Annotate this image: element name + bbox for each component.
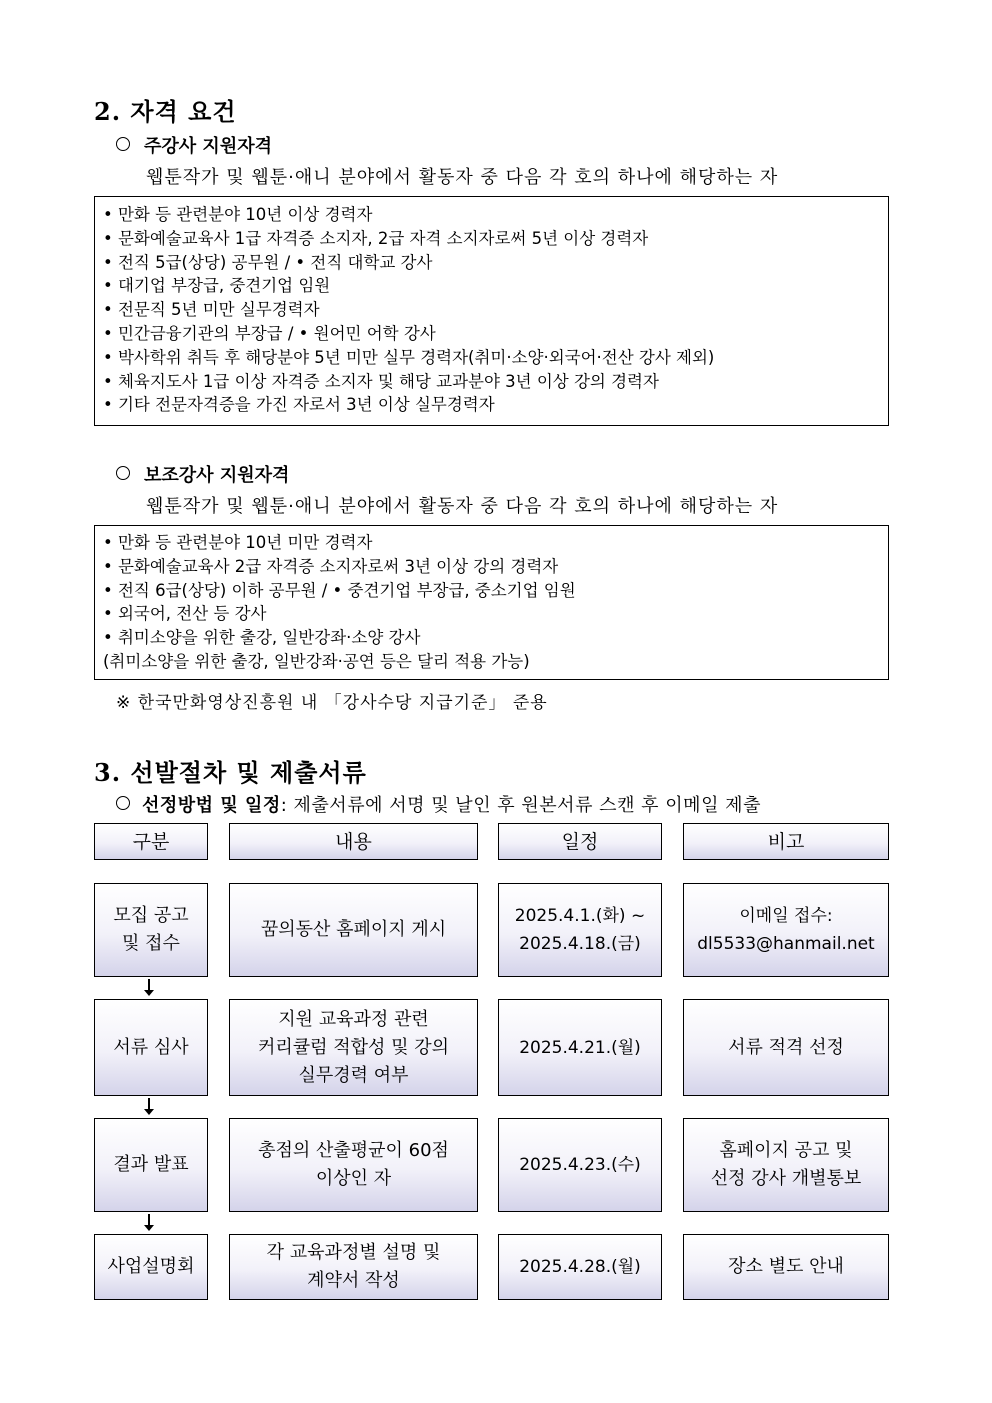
list-item: • 외국어, 전산 등 강사 bbox=[103, 604, 267, 624]
table-row-note bbox=[683, 1118, 889, 1212]
table-row-date bbox=[498, 999, 662, 1096]
cell-line: 모집 공고 bbox=[113, 905, 189, 926]
circle-bullet-icon bbox=[116, 137, 130, 151]
table-row-category bbox=[94, 1234, 208, 1300]
cell-line: 이메일 접수: bbox=[739, 906, 833, 926]
header-schedule: 일정 bbox=[498, 823, 662, 860]
down-arrow-icon bbox=[142, 1098, 156, 1116]
table-row-category bbox=[94, 999, 208, 1096]
cell-line: 계약서 작성 bbox=[307, 1270, 400, 1291]
list-item: • 만화 등 관련분야 10년 미만 경력자 bbox=[103, 533, 373, 552]
cell-line: 꿈의동산 홈페이지 게시 bbox=[260, 919, 447, 940]
list-item: (취미소양을 위한 출강, 일반강좌·공연 등은 달리 적용 가능) bbox=[103, 651, 530, 671]
cell-line: 홈페이지 공고 및 bbox=[719, 1140, 853, 1161]
assistant-instructor-qualification-box bbox=[94, 525, 889, 680]
list-item: • 전문직 5년 미만 실무경력자 bbox=[103, 300, 320, 320]
table-row-date bbox=[498, 1234, 662, 1300]
cell-line: 결과 발표 bbox=[113, 1154, 189, 1175]
cell-line: 2025.4.23.(수) bbox=[519, 1155, 641, 1175]
list-item: • 전직 5급(상당) 공무원 / • 전직 대학교 강사 bbox=[103, 252, 433, 272]
main-instructor-heading bbox=[116, 132, 272, 158]
table-row-note bbox=[683, 999, 889, 1096]
cell-line: 2025.4.18.(금) bbox=[519, 934, 641, 954]
cell-line: 선정 강사 개별통보 bbox=[710, 1168, 862, 1189]
cell-line: 이상인 자 bbox=[315, 1168, 392, 1189]
list-item: • 대기업 부장급, 중견기업 임원 bbox=[103, 276, 331, 296]
email-address: dl5533@hanmail.net bbox=[697, 934, 875, 954]
table-row-date bbox=[498, 1118, 662, 1212]
list-item: • 문화예술교육사 2급 자격증 소지자로써 3년 이상 강의 경력자 bbox=[103, 556, 559, 576]
table-row-content bbox=[229, 1118, 478, 1212]
main-instructor-heading-text: 주강사 지원자격 bbox=[144, 136, 272, 157]
section-2-title: 2. 자격 요건 bbox=[94, 97, 237, 126]
assistant-instructor-heading bbox=[116, 461, 289, 487]
table-row-content bbox=[229, 883, 478, 977]
table-row-note bbox=[683, 1234, 889, 1300]
schedule-heading bbox=[116, 791, 761, 817]
table-row-content bbox=[229, 1234, 478, 1300]
down-arrow-icon bbox=[142, 979, 156, 997]
circle-bullet-icon bbox=[116, 466, 130, 480]
cell-line: 2025.4.1.(화) ~ bbox=[514, 906, 646, 926]
cell-line: 커리큘럼 적합성 및 강의 bbox=[257, 1036, 450, 1058]
table-row-category bbox=[94, 1118, 208, 1212]
list-item: • 기타 전문자격증을 가진 자로서 3년 이상 실무경력자 bbox=[103, 395, 495, 415]
main-instructor-desc: 웹툰작가 및 웹툰·애니 분야에서 활동자 중 다음 각 호의 하나에 해당하는 자 bbox=[146, 167, 779, 188]
header-content: 내용 bbox=[229, 823, 478, 860]
cell-line: 2025.4.21.(월) bbox=[519, 1037, 641, 1058]
payment-standard-note: ※ 한국만화영상진흥원 내 「강사수당 지급기준」 준용 bbox=[116, 693, 548, 713]
list-item: • 문화예술교육사 1급 자격증 소지자, 2급 자격 소지자로써 5년 이상 경력자 bbox=[103, 228, 649, 248]
list-item: • 체육지도사 1급 이상 자격증 소지자 및 해당 교과분야 3년 이상 강의 경력자 bbox=[103, 371, 659, 391]
list-item: • 취미소양을 위한 출강, 일반강좌·소양 강사 bbox=[103, 628, 421, 648]
cell-line: 실무경력 여부 bbox=[298, 1064, 409, 1086]
header-note: 비고 bbox=[683, 823, 889, 860]
section-3-title: 3. 선발절차 및 제출서류 bbox=[94, 758, 367, 787]
schedule-heading-label: 선정방법 및 일정 bbox=[142, 795, 281, 816]
list-item: • 민간금융기관의 부장급 / • 원어민 어학 강사 bbox=[103, 323, 436, 343]
main-instructor-qualification-box bbox=[94, 196, 889, 426]
table-row-content bbox=[229, 999, 478, 1096]
cell-line: 총점의 산출평균이 60점 bbox=[258, 1140, 449, 1161]
cell-line: 장소 별도 안내 bbox=[728, 1256, 844, 1277]
assistant-instructor-heading-text: 보조강사 지원자격 bbox=[144, 465, 290, 486]
list-item: • 전직 6급(상당) 이하 공무원 / • 중견기업 부장급, 중소기업 임원 bbox=[103, 580, 576, 600]
cell-line: 지원 교육과정 관련 bbox=[278, 1008, 429, 1030]
list-item: • 만화 등 관련분야 10년 이상 경력자 bbox=[103, 205, 373, 224]
header-category: 구분 bbox=[94, 823, 208, 860]
cell-line: 2025.4.28.(월) bbox=[519, 1257, 641, 1277]
cell-line: 및 접수 bbox=[122, 933, 180, 954]
cell-line: 사업설명회 bbox=[107, 1256, 195, 1277]
down-arrow-icon bbox=[142, 1214, 156, 1232]
table-row-note bbox=[683, 883, 889, 977]
list-item: • 박사학위 취득 후 해당분야 5년 미만 실무 경력자(취미·소양·외국어·전산 강사 제외) bbox=[103, 347, 715, 367]
cell-line: 서류 심사 bbox=[113, 1036, 189, 1058]
cell-line: 서류 적격 선정 bbox=[728, 1036, 844, 1058]
table-row-date bbox=[498, 883, 662, 977]
schedule-heading-desc: : 제출서류에 서명 및 날인 후 원본서류 스캔 후 이메일 제출 bbox=[280, 795, 761, 816]
cell-line: 각 교육과정별 설명 및 bbox=[266, 1242, 441, 1263]
circle-bullet-icon bbox=[116, 796, 130, 810]
assistant-instructor-desc: 웹툰작가 및 웹툰·애니 분야에서 활동자 중 다음 각 호의 하나에 해당하는 자 bbox=[146, 496, 779, 517]
table-row-category bbox=[94, 883, 208, 977]
